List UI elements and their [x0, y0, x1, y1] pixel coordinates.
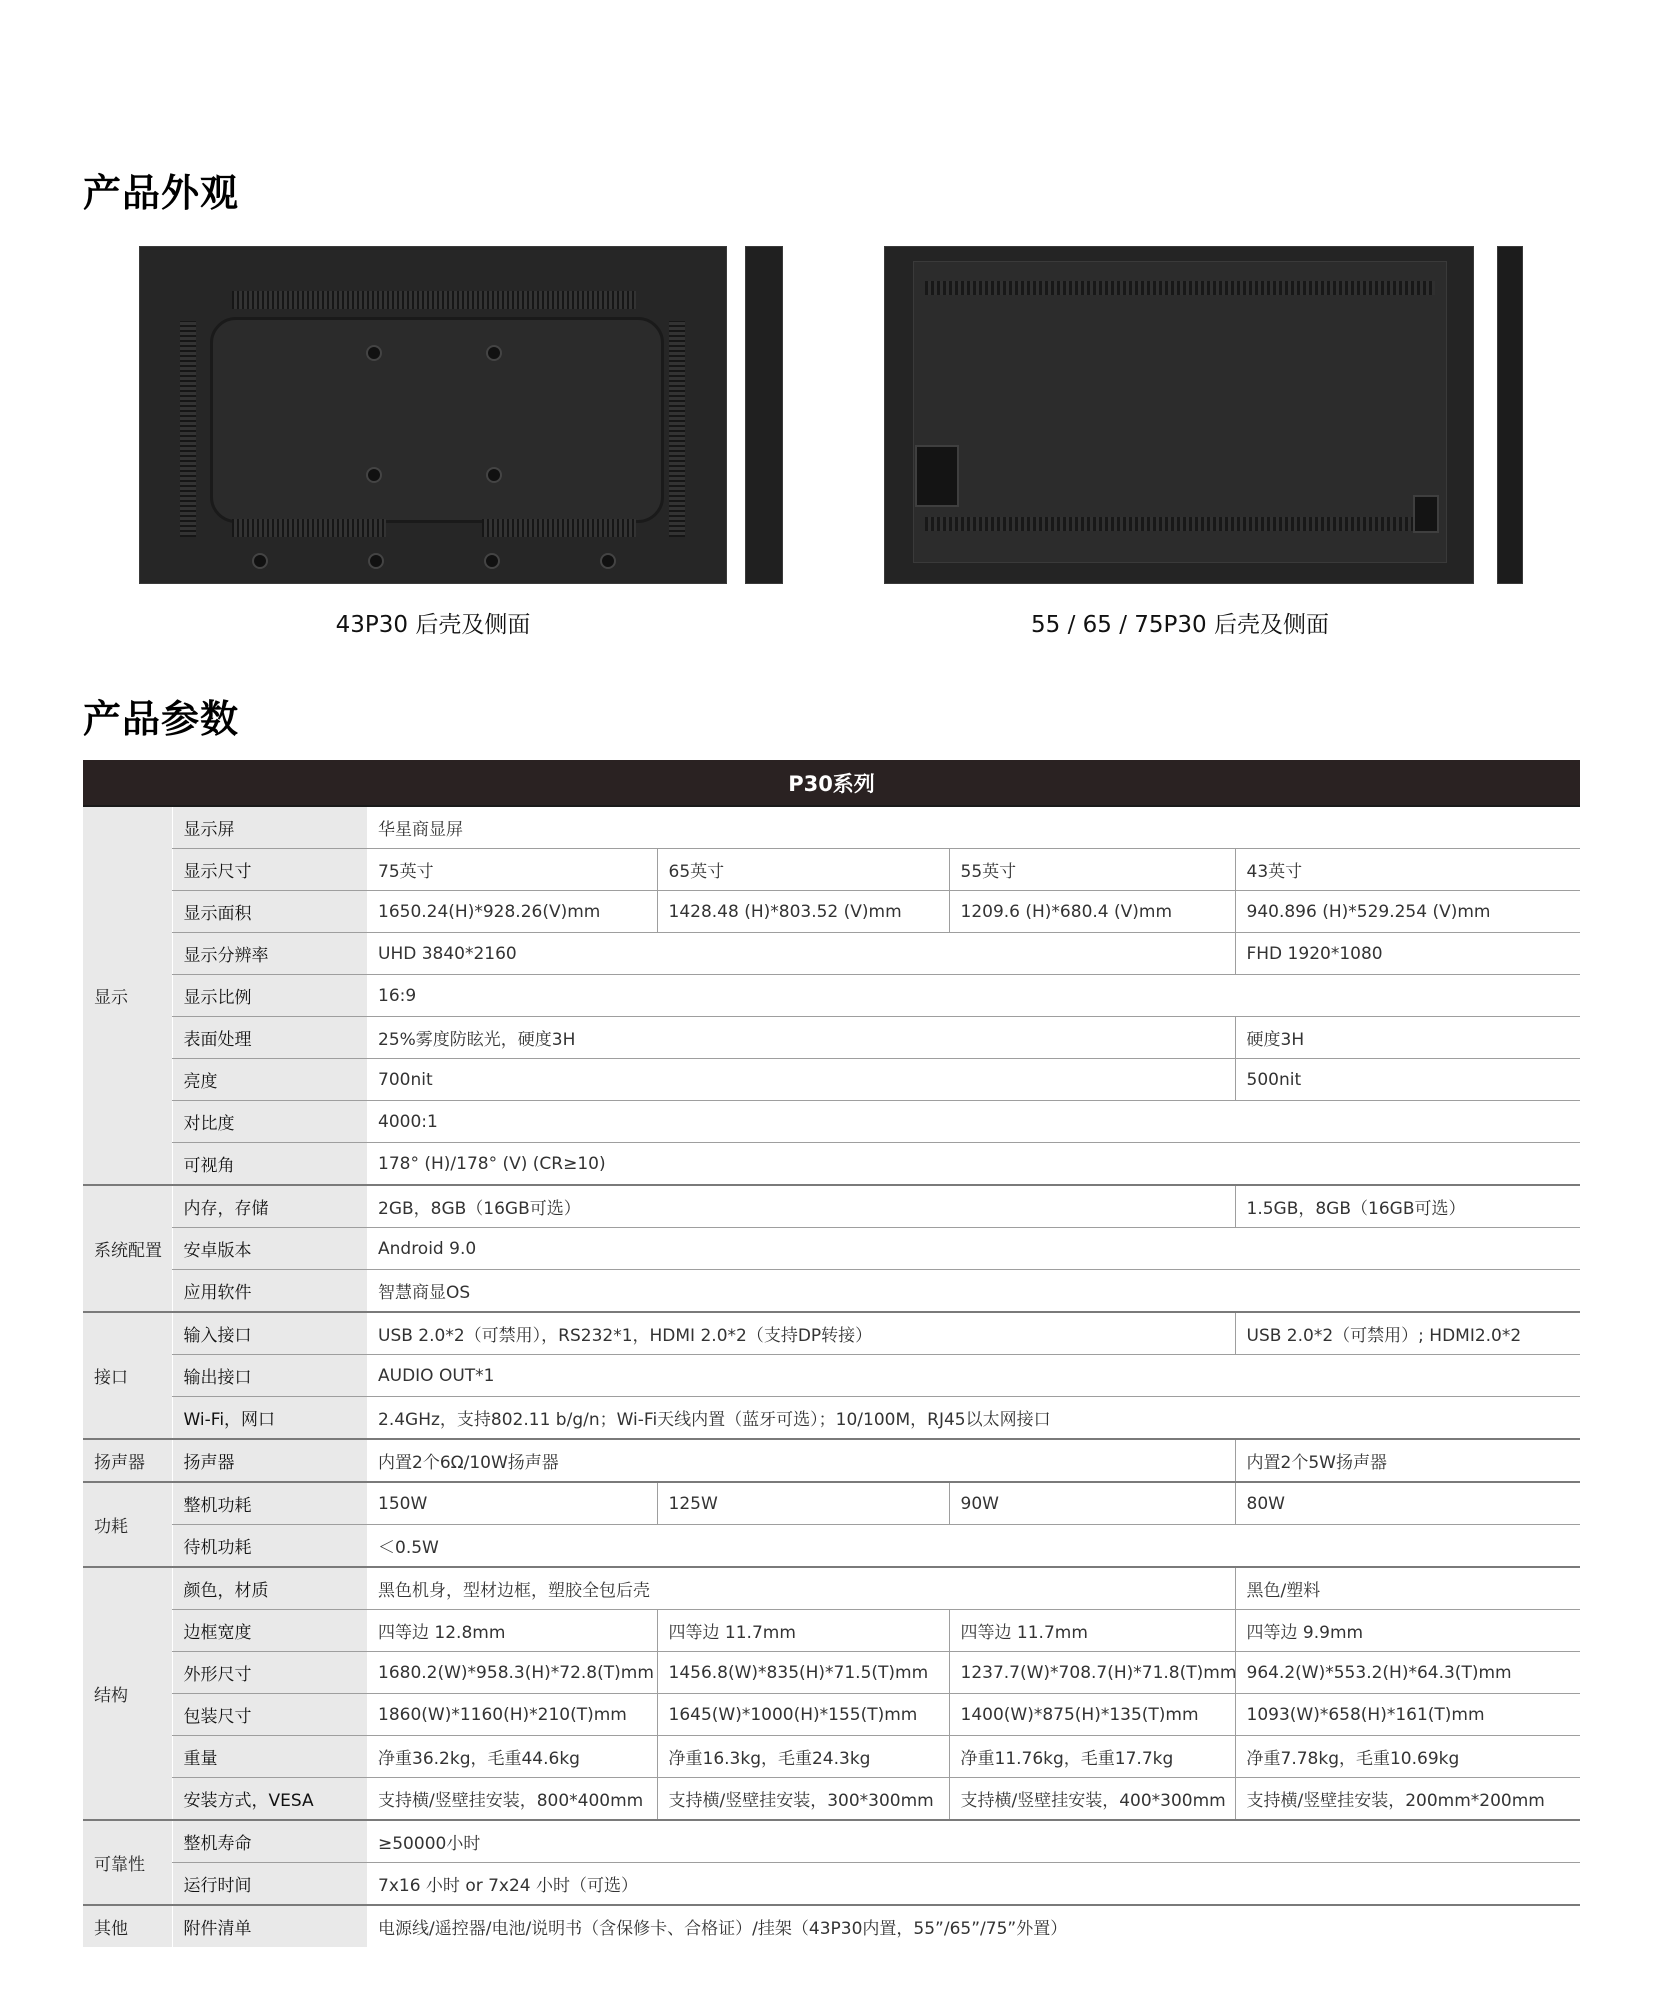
row-label: 重量	[172, 1736, 367, 1778]
category-structure: 结构	[83, 1567, 172, 1820]
cell: 电源线/遥控器/电池/说明书（含保修卡、合格证）/挂架（43P30内置，55”/65”/75”外置）	[378, 1919, 1068, 1939]
cell: 16:9	[367, 975, 1580, 1017]
cell: 黑色/塑料	[1235, 1567, 1580, 1610]
cell: 黑色机身，型材边框，塑胶全包后壳	[367, 1567, 1235, 1610]
cell: 55英寸	[949, 849, 1235, 891]
cell: 25%雾度防眩光，硬度3H	[367, 1017, 1235, 1059]
cell: 四等边 9.9mm	[1235, 1610, 1580, 1652]
cell: 150W	[367, 1482, 657, 1525]
cell: 硬度3H	[1235, 1017, 1580, 1059]
cell: 1237.7(W)*708.7(H)*71.8(T)mm	[949, 1652, 1235, 1694]
cell: 43英寸	[1235, 849, 1580, 891]
row-label: 包装尺寸	[172, 1694, 367, 1736]
appearance-heading: 产品外观	[83, 171, 240, 215]
row-label: 对比度	[172, 1101, 367, 1143]
cell: 华星商显屏	[367, 806, 1580, 849]
category-display: 显示	[83, 806, 172, 1185]
cell: ＜0.5W	[367, 1525, 1580, 1568]
cell: 125W	[657, 1482, 949, 1525]
cell: 1209.6 (H)*680.4 (V)mm	[949, 891, 1235, 933]
side-image-43	[745, 246, 783, 584]
cell: USB 2.0*2（可禁用），RS232*1，HDMI 2.0*2（支持DP转接）	[367, 1312, 1235, 1355]
cell: 940.896 (H)*529.254 (V)mm	[1235, 891, 1580, 933]
row-label: 可视角	[172, 1143, 367, 1186]
cell: FHD 1920*1080	[1235, 933, 1580, 975]
cell: 四等边 11.7mm	[949, 1610, 1235, 1652]
cell: 500nit	[1235, 1059, 1580, 1101]
row-label: 待机功耗	[172, 1525, 367, 1568]
row-label: 显示屏	[172, 806, 367, 849]
row-label: 安装方式，VESA	[172, 1778, 367, 1821]
cell: 2.4GHz，支持802.11 b/g/n；Wi-Fi天线内置（蓝牙可选）；10/100M，RJ45以太网接口	[367, 1397, 1580, 1440]
cell: ≥50000小时	[367, 1820, 1580, 1863]
cell: 964.2(W)*553.2(H)*64.3(T)mm	[1235, 1652, 1580, 1694]
row-label: 输入接口	[172, 1312, 367, 1355]
cell: USB 2.0*2（可禁用）; HDMI2.0*2	[1235, 1312, 1580, 1355]
cell: 四等边 12.8mm	[367, 1610, 657, 1652]
cell: 四等边 11.7mm	[657, 1610, 949, 1652]
cell: 65英寸	[657, 849, 949, 891]
cell: 700nit	[367, 1059, 1235, 1101]
row-label: 整机寿命	[172, 1820, 367, 1863]
row-label: 输出接口	[172, 1355, 367, 1397]
cell: 1400(W)*875(H)*135(T)mm	[949, 1694, 1235, 1736]
category-other: 其他	[83, 1905, 172, 1947]
row-label: 应用软件	[172, 1270, 367, 1313]
cell: 支持横/竖壁挂安装，200mm*200mm	[1235, 1778, 1580, 1821]
row-label: 附件清单	[172, 1905, 367, 1947]
caption-55-65-75: 55 / 65 / 75P30 后壳及侧面	[1031, 612, 1329, 638]
cell: 支持横/竖壁挂安装，400*300mm	[949, 1778, 1235, 1821]
cell: 75英寸	[367, 849, 657, 891]
table-title: P30系列	[83, 760, 1580, 806]
row-label: 边框宽度	[172, 1610, 367, 1652]
category-reliability: 可靠性	[83, 1820, 172, 1905]
cell: 净重11.76kg，毛重17.7kg	[949, 1736, 1235, 1778]
category-power: 功耗	[83, 1482, 172, 1567]
cell: 1456.8(W)*835(H)*71.5(T)mm	[657, 1652, 949, 1694]
row-label: 整机功耗	[172, 1482, 367, 1525]
category-system: 系统配置	[83, 1185, 172, 1312]
cell: 智慧商显OS	[367, 1270, 1580, 1313]
row-label: 扬声器	[172, 1439, 367, 1482]
cell: 7x16 小时 or 7x24 小时（可选）	[367, 1863, 1580, 1906]
row-label: 显示尺寸	[172, 849, 367, 891]
cell: 支持横/竖壁挂安装，800*400mm	[367, 1778, 657, 1821]
cell: 1680.2(W)*958.3(H)*72.8(T)mm	[367, 1652, 657, 1694]
row-label: 显示比例	[172, 975, 367, 1017]
cell: 2GB，8GB（16GB可选）	[367, 1185, 1235, 1228]
category-interface: 接口	[83, 1312, 172, 1439]
row-label: 显示面积	[172, 891, 367, 933]
cell: 1428.48 (H)*803.52 (V)mm	[657, 891, 949, 933]
row-label: 安卓版本	[172, 1228, 367, 1270]
row-label: 亮度	[172, 1059, 367, 1101]
cell: 80W	[1235, 1482, 1580, 1525]
rear-image-55-65-75	[884, 246, 1474, 584]
cell: 1650.24(H)*928.26(V)mm	[367, 891, 657, 933]
category-speaker: 扬声器	[83, 1439, 172, 1482]
row-label: 内存，存储	[172, 1185, 367, 1228]
row-label: 显示分辨率	[172, 933, 367, 975]
cell: 4000:1	[367, 1101, 1580, 1143]
cell: 1.5GB，8GB（16GB可选）	[1235, 1185, 1580, 1228]
cell: 90W	[949, 1482, 1235, 1525]
cell: AUDIO OUT*1	[367, 1355, 1580, 1397]
row-label: 颜色，材质	[172, 1567, 367, 1610]
spec-table	[83, 760, 1580, 1947]
side-image-55-65-75	[1497, 246, 1523, 584]
params-heading: 产品参数	[83, 697, 240, 741]
cell: 178° (H)/178° (V) (CR≥10)	[367, 1143, 1580, 1186]
cell: 净重16.3kg，毛重24.3kg	[657, 1736, 949, 1778]
cell: 1093(W)*658(H)*161(T)mm	[1235, 1694, 1580, 1736]
cell: UHD 3840*2160	[367, 933, 1235, 975]
cell: 支持横/竖壁挂安装，300*300mm	[657, 1778, 949, 1821]
rear-image-43	[139, 246, 727, 584]
cell: 净重7.78kg，毛重10.69kg	[1235, 1736, 1580, 1778]
row-label: 外形尺寸	[172, 1652, 367, 1694]
caption-43: 43P30 后壳及侧面	[335, 612, 531, 638]
row-label: 表面处理	[172, 1017, 367, 1059]
cell: 1645(W)*1000(H)*155(T)mm	[657, 1694, 949, 1736]
cell: Android 9.0	[367, 1228, 1580, 1270]
row-label: Wi-Fi，网口	[172, 1397, 367, 1440]
cell: 净重36.2kg，毛重44.6kg	[367, 1736, 657, 1778]
cell: 内置2个5W扬声器	[1235, 1439, 1580, 1482]
cell: 1860(W)*1160(H)*210(T)mm	[367, 1694, 657, 1736]
cell: 内置2个6Ω/10W扬声器	[367, 1439, 1235, 1482]
row-label: 运行时间	[172, 1863, 367, 1906]
